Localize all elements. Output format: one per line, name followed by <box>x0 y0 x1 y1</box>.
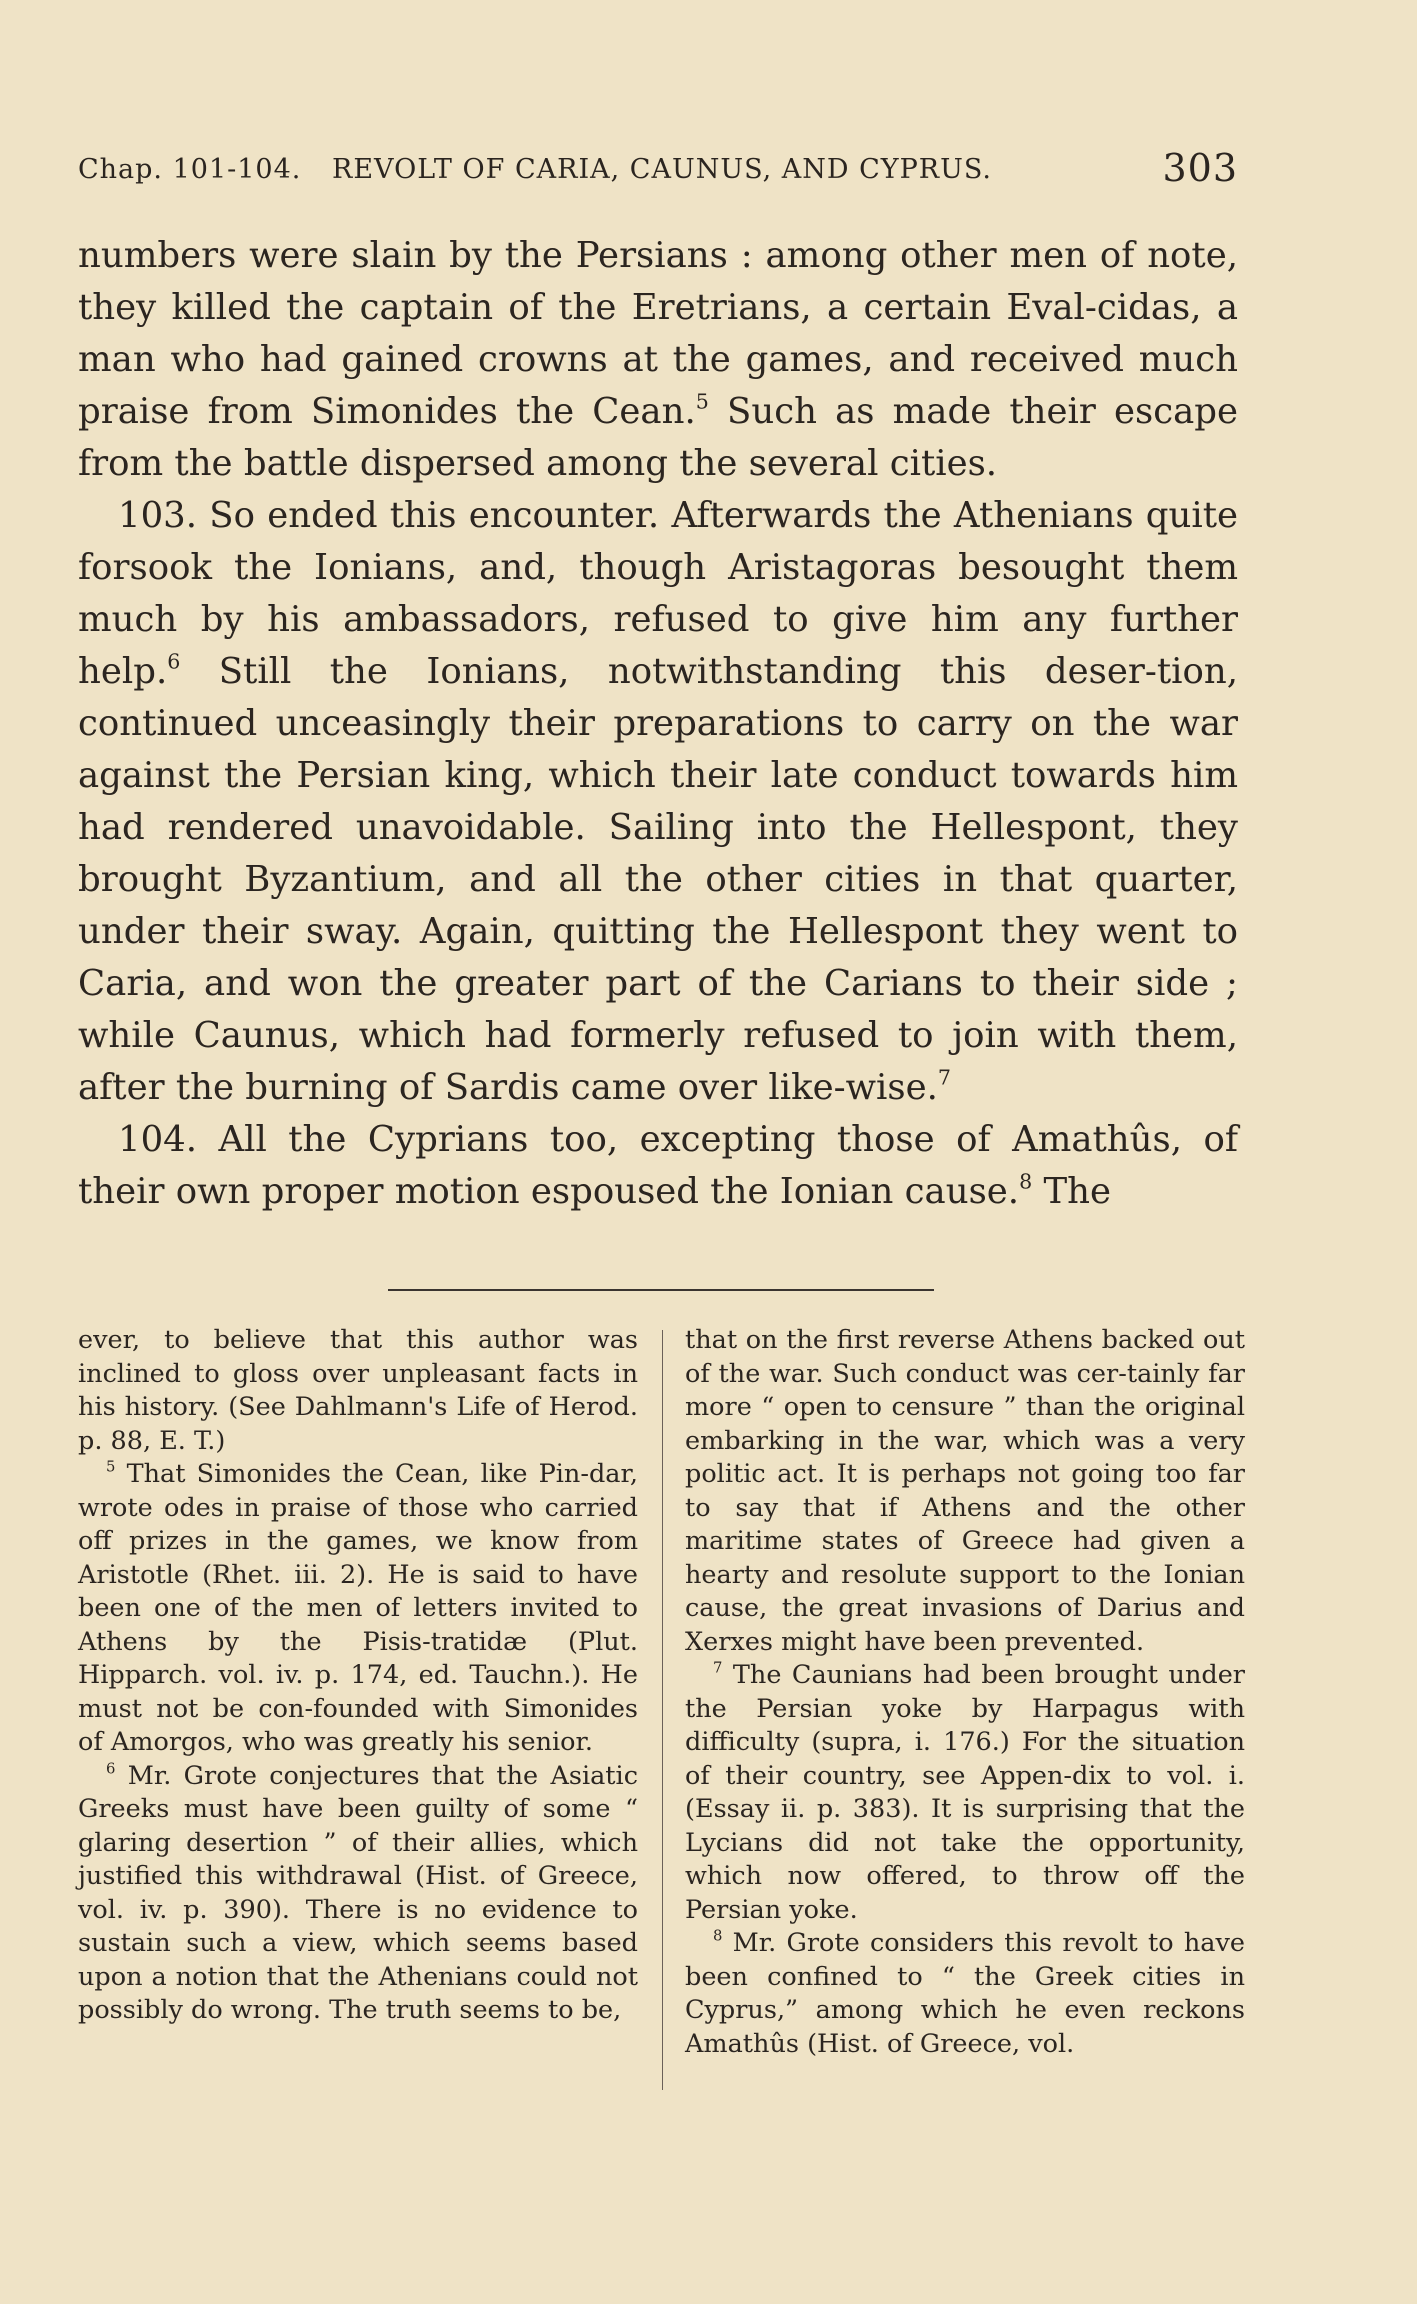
footnotes-right-column <box>685 1324 1245 2061</box>
running-header <box>78 140 1238 200</box>
paragraph-104: 104. All the Cyprians too, excepting those of Amathûs, of their own proper motion espoused the Ionian cause.$^8$ The <box>78 1119 1238 1212</box>
paragraph-103: 103. So ended this encounter. Afterwards the Athenians quite forsook the Ionians, and, though Aristagoras besought them much by his ambassadors, refused to give him any further help.$^6$ Still the Ionians, notwithstanding this deser-tion, continued unceasingly their preparations to carry on the war against the Persian king, which their late conduct towards him had rendered unavoidable. Sailing into the Hellespont, they brought Byzantium, and all the other cities in that quarter, under their sway. Again, quitting the Hellespont they went to Caria, and won the greater part of the Carians to their side ; while Caunus, which had formerly refused to join with them, after the burning of Sardis came over like-wise.$^7$ <box>78 495 1238 1108</box>
column-divider <box>662 1330 663 2090</box>
paragraph-continued: numbers were slain by the Persians : among other men of note, they killed the captain of the Eretrians, a certain Eval-cidas, a man who had gained crowns at the games, and received much praise from Simonides the Cean.$^5$ Such as made their escape from the battle dispersed among the several cities. <box>78 235 1239 484</box>
footnote-5: $^5$ That Simonides the Cean, like Pin-dar, wrote odes in praise of those who carried off prizes in the games, we know from Aristotle (Rhet. iii. 2). He is said to have been one of the men of letters invited to Athens by the Pisis-tratidæ (Plut. Hipparch. vol. iv. p. 174, ed. Tauchn.). He must not be con-founded with Simonides of Amorgos, who was greatly his senior. <box>78 1458 638 1757</box>
footnote-6-continued: that on the first reverse Athens backed out of the war. Such conduct was cer-tainly far more “ open to censure ” than the original embarking in the war, which was a very politic act. It is perhaps not going too far to say that if Athens and the other maritime states of Greece had given a hearty and resolute support to the Ionian cause, the great invasions of Darius and Xerxes might have been prevented. <box>685 1325 1245 1657</box>
chapter-reference: Chap. 101-104. <box>78 154 302 185</box>
footnote-7: $^7$ The Caunians had been brought under the Persian yoke by Harpagus with difficulty (supra, i. 176.) For the situation of their country, see Appen-dix to vol. i. (Essay ii. p. 383). It is surprising that the Lycians did not take the opportunity, which now offered, to throw off the Persian yoke. <box>685 1659 1245 1925</box>
footnote-continued: ever, to believe that this author was inclined to gloss over unpleasant facts in his history. (See Dahlmann's Life of Herod. p. 88, E. T.) <box>78 1325 638 1456</box>
footnote-6: $^6$ Mr. Grote conjectures that the Asiatic Greeks must have been guilty of some “ glaring desertion ” of their allies, which justified this withdrawal (Hist. of Greece, vol. iv. p. 390). There is no evidence to sustain such a view, which seems based upon a notion that the Athenians could not possibly do wrong. The truth seems to be, <box>78 1760 638 2025</box>
footnote-8: $^8$ Mr. Grote considers this revolt to have been confined to “ the Greek cities in Cyprus,” among which he even reckons Amathûs (Hist. of Greece, vol. <box>685 1927 1245 2059</box>
main-text <box>78 230 1238 1218</box>
footnote-ref-5: 5 <box>695 389 709 414</box>
footnote-ref-7: 7 <box>937 1065 951 1090</box>
footnote-ref-8: 8 <box>1019 1169 1033 1194</box>
running-title: REVOLT OF CARIA, CAUNUS, AND CYPRUS. <box>332 154 992 185</box>
footnote-ref-6: 6 <box>167 649 181 674</box>
footnote-separator-rule <box>388 1289 934 1291</box>
page-number: 303 <box>1162 146 1238 190</box>
footnotes-left-column <box>78 1324 638 2028</box>
